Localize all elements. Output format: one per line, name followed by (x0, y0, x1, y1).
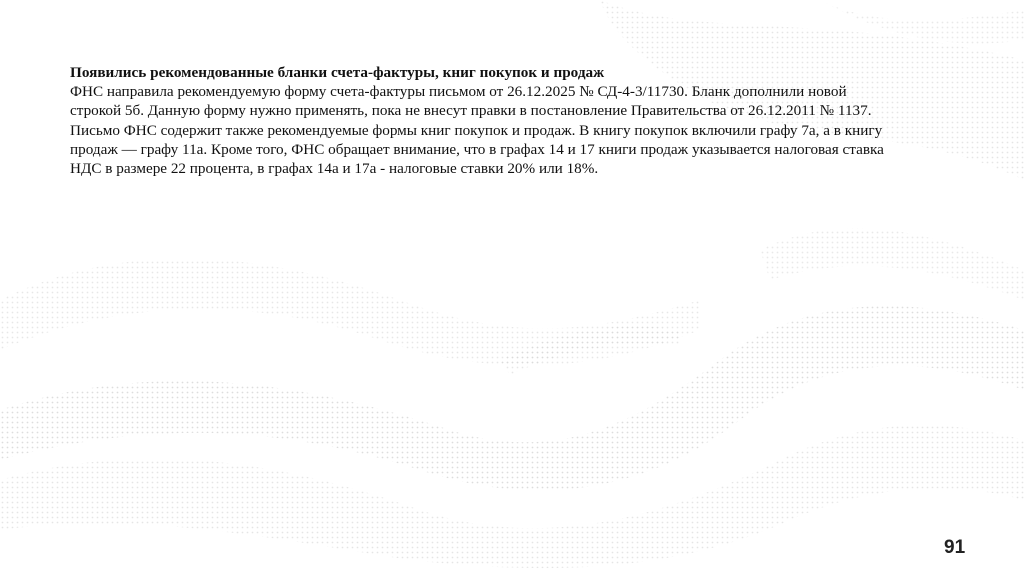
paragraph-invoice-form: ФНС направила рекомендуемую форму счета-фактуры письмом от 26.12.2025 № СД-4-3/11730. Бланк дополнили новой строкой 5б. Данную форму нужно применять, пока не внесут правки в постановление Правительства от 26.12.2011 № 1137. (70, 83, 872, 120)
slide-heading: Появились рекомендованные бланки счета-фактуры, книг покупок и продаж (70, 64, 605, 81)
page-number: 91 (944, 537, 966, 558)
paragraph-purchase-sales-books: Письмо ФНС содержит также рекомендуемые формы книг покупок и продаж. В книгу покупок включили графу 7а, а в книгу продаж — графу 11а. Кроме того, ФНС обращает внимание, что в графах 14 и 17 книги продаж указывается налоговая ставка НДС в размере 22 процента, в графах 14а и 17а - налоговые ставки 20% или 18%. (70, 121, 884, 178)
text-block (70, 63, 900, 178)
